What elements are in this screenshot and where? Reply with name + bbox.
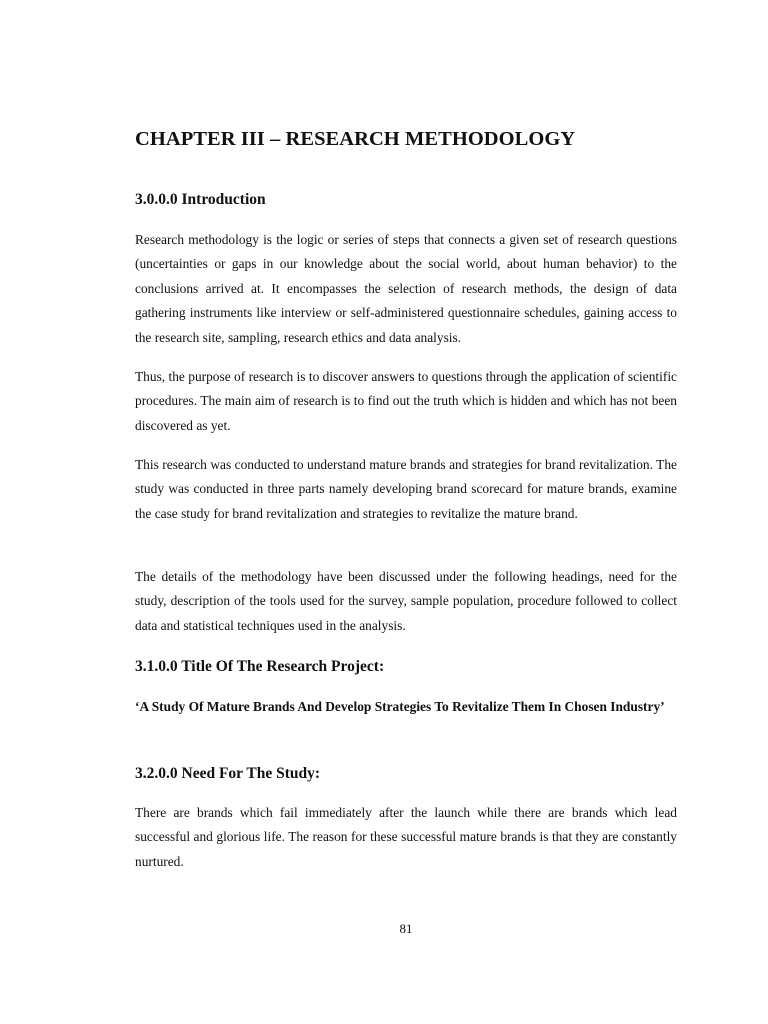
title-of-project-heading: 3.1.0.0 Title Of The Research Project:	[135, 658, 385, 675]
introduction-paragraph-2: Thus, the purpose of research is to discover answers to questions through the application of scientific procedures. The main aim of research is to find out the truth which is hidden and which has not been discovered as yet.	[135, 369, 677, 433]
need-for-study-paragraph: There are brands which fail immediately after the launch while there are brands which lead successful and glorious life. The reason for these successful mature brands is that they are constantly nurtured.	[135, 805, 677, 869]
page-number: 81	[399, 921, 413, 936]
introduction-paragraph-1: Research methodology is the logic or series of steps that connects a given set of research questions (uncertainties or gaps in our knowledge about the social world, about human behavior) to the conclusions arrived at. It encompasses the selection of research methods, the design of data gathering instruments like interview or self-administered questionnaire schedules, gaining access to the research site, sampling, research ethics and data analysis.	[135, 232, 677, 345]
chapter-title: CHAPTER III – RESEARCH METHODOLOGY	[135, 128, 576, 150]
introduction-paragraph-3: This research was conducted to understand mature brands and strategies for brand revitalization. The study was conducted in three parts namely developing brand scorecard for mature brands, examine the case study for brand revitalization and strategies to revitalize the mature brand.	[135, 457, 677, 521]
introduction-heading: 3.0.0.0 Introduction	[135, 191, 266, 208]
project-title-quote: ‘A Study Of Mature Brands And Develop Strategies To Revitalize Them In Chosen Industry’	[135, 699, 665, 714]
need-for-study-heading: 3.2.0.0 Need For The Study:	[135, 765, 321, 782]
introduction-paragraph-4: The details of the methodology have been discussed under the following headings, need for the study, description of the tools used for the survey, sample population, procedure followed to collect data and statistical techniques used in the analysis.	[135, 569, 677, 633]
